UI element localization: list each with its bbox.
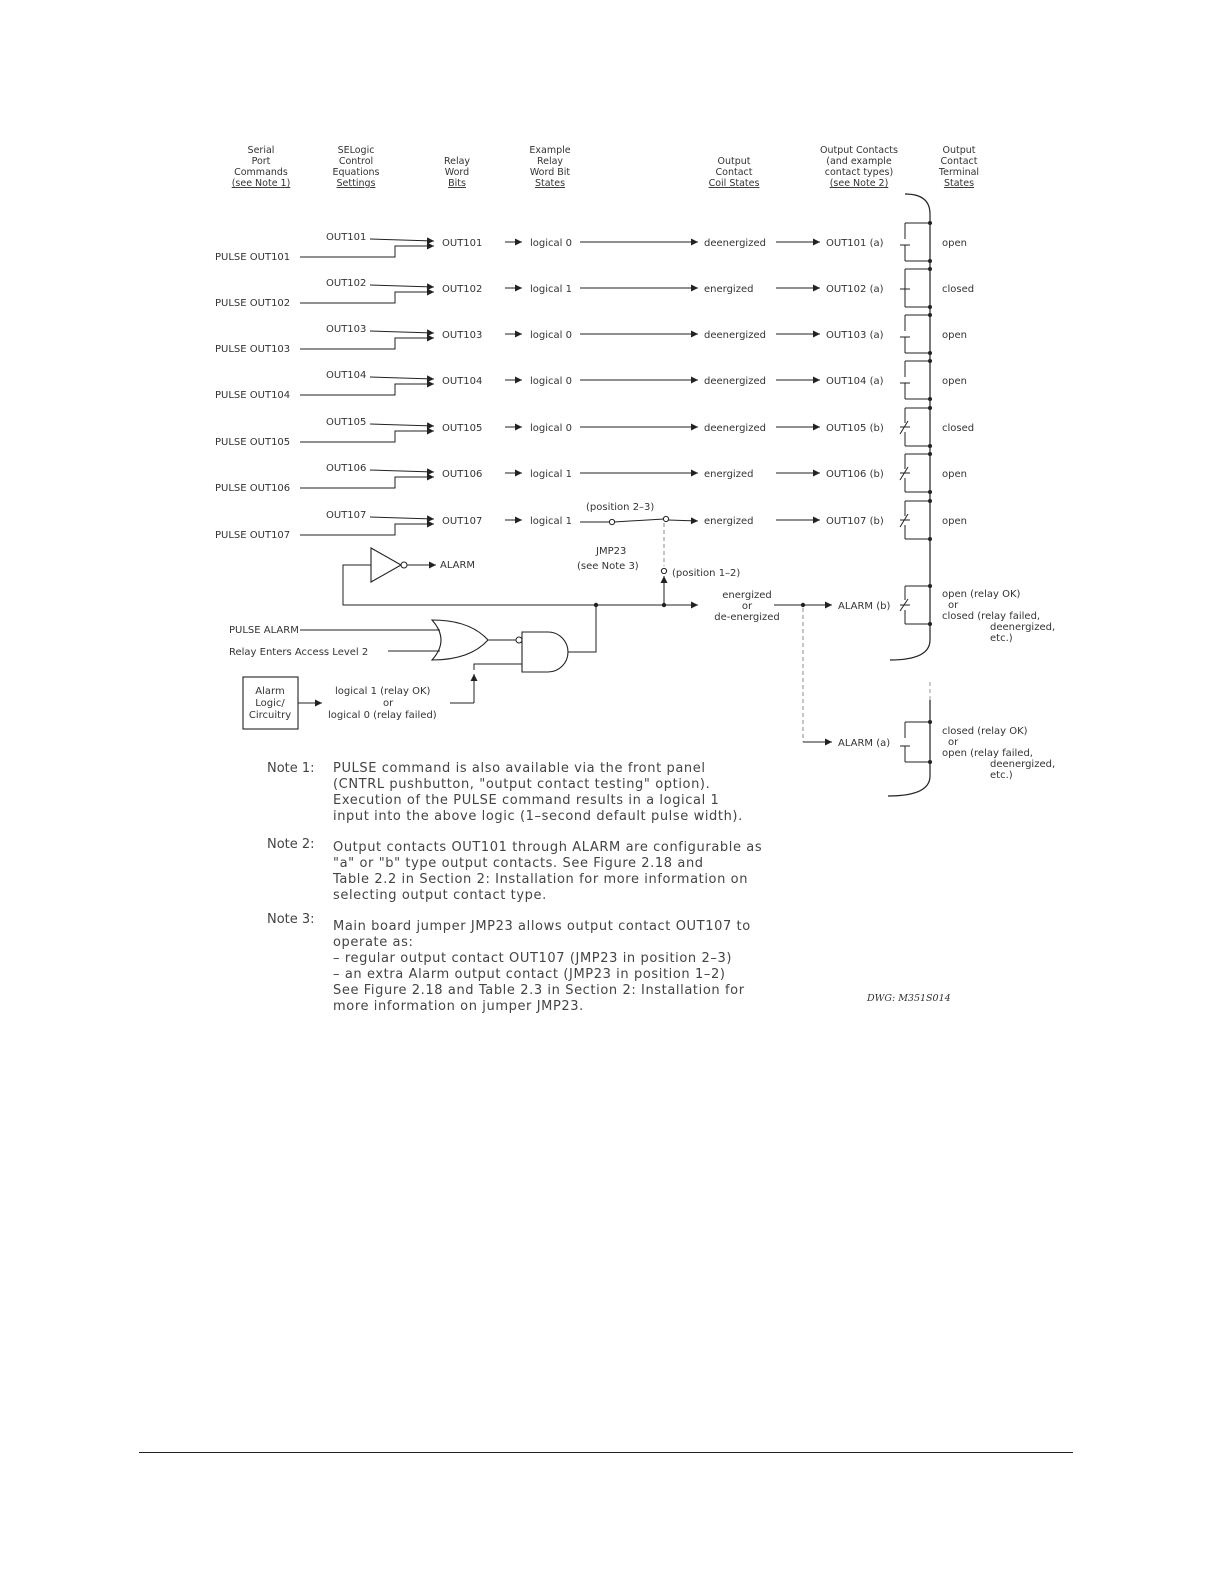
note-3-line-2: operate as: <box>333 935 414 950</box>
header-terminal-4: States <box>943 178 975 189</box>
output-row <box>215 359 967 401</box>
output-contact: OUT101 (a) <box>826 238 884 249</box>
contact-b-symbol <box>900 406 932 448</box>
coil-state: deenergized <box>704 238 766 249</box>
bit-state: logical 0 <box>530 423 572 434</box>
note-3-line-5: See Figure 2.18 and Table 2.3 in Section 2: Installation for <box>333 983 745 998</box>
output-contact: OUT106 (b) <box>826 469 884 480</box>
header-terminal-3: Terminal <box>938 167 980 178</box>
alarm-terminal-b-5: etc.) <box>990 633 1013 644</box>
jumper-pin-1 <box>661 568 666 573</box>
bit-state: logical 0 <box>530 330 572 341</box>
header-selogic-3: Equations <box>332 167 380 178</box>
header-selogic-4: Settings <box>336 178 376 189</box>
output-contact: OUT104 (a) <box>826 376 884 387</box>
header-relayword-3: Bits <box>448 178 466 189</box>
contact-a-symbol <box>900 221 932 263</box>
or-gate <box>432 620 488 660</box>
output-row <box>215 313 967 355</box>
header-contacts-2: (and example <box>826 156 892 167</box>
header-coil-1: Output <box>717 156 751 167</box>
header-serial-1: Serial <box>247 145 275 156</box>
alarm-box-line-1: Alarm <box>255 686 285 697</box>
contact-b-symbol <box>900 452 932 494</box>
and-gate <box>522 632 568 672</box>
header-terminal-2: Contact <box>940 156 978 167</box>
drawing-id: DWG: M351S014 <box>867 993 951 1004</box>
bit-state: logical 1 <box>530 516 572 527</box>
header-example-4: States <box>534 178 566 189</box>
note-2-line-2: "a" or "b" type output contacts. See Figure 2.18 and <box>333 856 704 871</box>
note-3-line-1: Main board jumper JMP23 allows output contact OUT107 to <box>333 919 751 934</box>
note-3-line-6: more information on jumper JMP23. <box>333 999 584 1014</box>
note-2-line-1: Output contacts OUT101 through ALARM are configurable as <box>333 840 763 855</box>
pulse-command: PULSE OUT102 <box>215 298 291 309</box>
alarm-a-contact-symbol <box>900 720 932 764</box>
note-1-line-2: (CNTRL pushbutton, "output contact testing" option). <box>333 777 711 792</box>
pulse-alarm-label: PULSE ALARM <box>229 625 299 636</box>
footer-rule <box>139 1452 1073 1453</box>
output-row <box>215 406 974 448</box>
header-example-2: Relay <box>536 156 564 167</box>
header-coil-3: Coil States <box>708 178 760 189</box>
header-serial-4: (see Note 1) <box>231 178 291 189</box>
alarm-terminal-a-1: closed (relay OK) <box>942 726 1028 737</box>
header-selogic-1: SELogic <box>337 145 375 156</box>
alarm-bit-label: ALARM <box>440 560 476 571</box>
note-3-line-4: – an extra Alarm output contact (JMP23 in position 1–2) <box>333 967 726 982</box>
header-serial-2: Port <box>251 156 271 167</box>
alarm-logic-state-2: logical 0 (relay failed) <box>328 710 437 721</box>
bit-state: logical 0 <box>530 238 572 249</box>
selogic-setting: OUT107 <box>326 510 367 521</box>
alarm-terminal-b-3: closed (relay failed, <box>942 611 1041 622</box>
header-contacts-4: (see Note 2) <box>829 178 889 189</box>
selogic-setting: OUT102 <box>326 278 367 289</box>
alarm-terminal-a-2: or <box>948 737 959 748</box>
note-3-label: Note 3: <box>267 912 315 927</box>
terminal-state: closed <box>942 284 975 295</box>
terminal-state: open <box>942 516 967 527</box>
pulse-command: PULSE OUT106 <box>215 483 291 494</box>
selogic-setting: OUT103 <box>326 324 367 335</box>
alarm-b-contact-symbol <box>900 584 932 626</box>
column-headers <box>232 145 979 189</box>
terminal-state: open <box>942 376 967 387</box>
alarm-logic <box>229 548 1055 781</box>
header-serial-3: Commands <box>234 167 288 178</box>
selogic-setting: OUT105 <box>326 417 367 428</box>
output-row <box>215 267 974 309</box>
selogic-setting: OUT101 <box>326 232 367 243</box>
header-terminal-1: Output <box>942 145 976 156</box>
coil-state: deenergized <box>704 330 766 341</box>
jumper-name: JMP23 <box>596 546 627 557</box>
output-rows <box>215 221 974 541</box>
terminal-state: open <box>942 330 967 341</box>
selogic-setting: OUT104 <box>326 370 367 381</box>
pulse-command: PULSE OUT101 <box>215 252 291 263</box>
jumper-pin-2 <box>663 516 668 521</box>
alarm-contact-b: ALARM (b) <box>838 601 891 612</box>
header-selogic-2: Control <box>338 156 374 167</box>
header-relayword-2: Word <box>444 167 470 178</box>
note-1-line-3: Execution of the PULSE command results in a logical 1 <box>333 793 720 808</box>
alarm-terminal-b-2: or <box>948 600 959 611</box>
alarm-coil-3: de-energized <box>714 612 780 623</box>
contact-a-symbol <box>900 313 932 355</box>
output-contact: OUT107 (b) <box>826 516 884 527</box>
relay-word-bit: OUT101 <box>442 238 483 249</box>
coil-state: energized <box>704 516 754 527</box>
relay-word-bit: OUT107 <box>442 516 483 527</box>
jumper-pin-3 <box>609 519 614 524</box>
selogic-setting: OUT106 <box>326 463 367 474</box>
contact-b-symbol <box>900 499 932 541</box>
header-contacts-1: Output Contacts <box>820 145 898 156</box>
note-1-line-4: input into the above logic (1–second default pulse width). <box>333 809 743 824</box>
coil-state: energized <box>704 469 754 480</box>
contact-a-symbol <box>900 359 932 401</box>
pulse-command: PULSE OUT107 <box>215 530 291 541</box>
header-contacts-3: contact types) <box>824 167 894 178</box>
jumper-position-2-3: (position 2–3) <box>586 502 655 513</box>
alarm-coil-1: energized <box>722 590 772 601</box>
relay-word-bit: OUT105 <box>442 423 483 434</box>
not-gate <box>371 548 401 582</box>
note-3-line-3: – regular output contact OUT107 (JMP23 in position 2–3) <box>333 951 733 966</box>
note-1-label: Note 1: <box>267 761 315 776</box>
output-contact: OUT102 (a) <box>826 284 884 295</box>
header-example-3: Word Bit <box>529 167 571 178</box>
alarm-contact-a: ALARM (a) <box>838 738 891 749</box>
contact-a-symbol <box>900 267 932 309</box>
output-row <box>215 452 967 494</box>
relay-word-bit: OUT102 <box>442 284 483 295</box>
bit-state: logical 0 <box>530 376 572 387</box>
terminal-bracket-lower-2 <box>888 700 930 796</box>
header-coil-2: Contact <box>715 167 753 178</box>
alarm-logic-state-or: or <box>383 698 394 709</box>
jumper-note-ref: (see Note 3) <box>577 561 639 572</box>
pulse-command: PULSE OUT103 <box>215 344 291 355</box>
bit-state: logical 1 <box>530 284 572 295</box>
relay-word-bit: OUT106 <box>442 469 483 480</box>
coil-state: deenergized <box>704 423 766 434</box>
alarm-logic-state-1: logical 1 (relay OK) <box>335 686 431 697</box>
jumper-position-1-2: (position 1–2) <box>672 568 741 579</box>
coil-state: energized <box>704 284 754 295</box>
alarm-coil-2: or <box>741 601 753 612</box>
header-relayword-1: Relay <box>443 156 471 167</box>
terminal-state: open <box>942 469 967 480</box>
bit-state: logical 1 <box>530 469 572 480</box>
alarm-box-line-2: Logic/ <box>255 698 285 709</box>
terminal-state: open <box>942 238 967 249</box>
output-contact: OUT103 (a) <box>826 330 884 341</box>
note-2-label: Note 2: <box>267 837 315 852</box>
notes <box>267 761 951 1014</box>
alarm-terminal-a-3: open (relay failed, <box>942 748 1033 759</box>
alarm-terminal-a-4: deenergized, <box>990 759 1056 770</box>
terminal-state: closed <box>942 423 975 434</box>
note-2-line-4: selecting output contact type. <box>333 888 547 903</box>
alarm-terminal-b-1: open (relay OK) <box>942 589 1021 600</box>
alarm-box-line-3: Circuitry <box>248 710 292 721</box>
access-level-label: Relay Enters Access Level 2 <box>229 647 369 658</box>
relay-word-bit: OUT104 <box>442 376 483 387</box>
output-row <box>215 221 967 263</box>
output-contact: OUT105 (b) <box>826 423 884 434</box>
alarm-terminal-a-5: etc.) <box>990 770 1013 781</box>
pulse-command: PULSE OUT105 <box>215 437 291 448</box>
alarm-terminal-b-4: deenergized, <box>990 622 1056 633</box>
relay-word-bit: OUT103 <box>442 330 483 341</box>
pulse-command: PULSE OUT104 <box>215 390 291 401</box>
header-example-1: Example <box>529 145 571 156</box>
note-1-line-1: PULSE command is also available via the front panel <box>333 761 706 776</box>
coil-state: deenergized <box>704 376 766 387</box>
note-2-line-3: Table 2.2 in Section 2: Installation for more information on <box>333 872 749 887</box>
